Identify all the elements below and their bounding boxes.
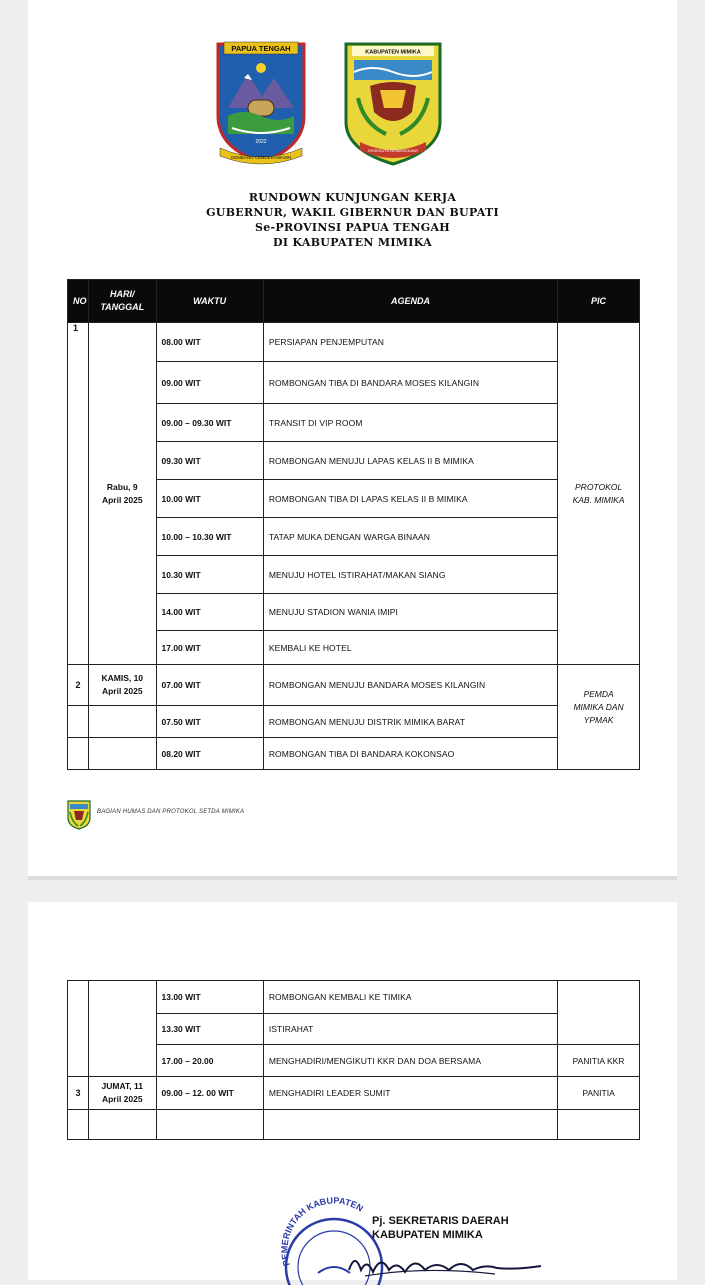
signatory-title: Pj. SEKRETARIS DAERAH <box>372 1215 509 1227</box>
pic-line: PROTOKOL <box>575 481 623 492</box>
header-agenda: AGENDA <box>263 280 557 323</box>
agenda-cell: ROMBONGAN TIBA DI BANDARA KOKONSAO <box>263 738 557 770</box>
agenda-cell: TATAP MUKA DENGAN WARGA BINAAN <box>263 518 557 556</box>
footer-text: BAGIAN HUMAS DAN PROTOKOL SETDA MIMIKA <box>97 809 245 815</box>
time-cell: 17.00 WIT <box>156 631 263 665</box>
time-cell: 10.00 WIT <box>156 480 263 518</box>
pic-line: KAB. MIMIKA <box>572 494 625 505</box>
time-cell: 09.30 WIT <box>156 442 263 480</box>
time-cell: 13.00 WIT <box>156 981 263 1014</box>
title-line-3: Se-PROVINSI PAPUA TENGAH <box>254 221 450 234</box>
signatory-office: KABUPATEN MIMIKA <box>372 1229 483 1241</box>
empty-cell <box>89 981 156 1077</box>
pic-cell: PANITIA KKR <box>558 1045 640 1077</box>
agenda-cell: ROMBONGAN MENUJU LAPAS KELAS II B MIMIKA <box>263 442 557 480</box>
time-cell: 09.00 WIT <box>156 362 263 404</box>
day-cell <box>89 323 156 665</box>
header-day: HARI/ TANGGAL <box>89 280 156 323</box>
empty-cell <box>68 738 89 770</box>
title-line-4: DI KABUPATEN MIMIKA <box>273 236 432 249</box>
logo-right-motto: EKSEKUTA NEMANGKAWI <box>368 148 418 153</box>
pic-cell <box>558 323 640 665</box>
empty-cell <box>89 706 156 738</box>
logo-left-year: 2022 <box>255 139 267 145</box>
agenda-cell: ROMBONGAN KEMBALI KE TIMIKA <box>263 981 557 1014</box>
agenda-cell: ROMBONGAN TIBA DI BANDARA MOSES KILANGIN <box>263 362 557 404</box>
date-label: April 2025 <box>101 1094 143 1104</box>
agenda-cell: MENGHADIRI LEADER SUMIT <box>263 1077 557 1110</box>
row-number: 1 <box>68 323 89 665</box>
empty-cell <box>89 1110 156 1140</box>
pic-line: PEMDA <box>583 688 614 699</box>
page-divider <box>28 876 677 880</box>
handwritten-signature <box>345 1248 545 1280</box>
stamp-text: PEMERINTAH KABUPATEN <box>279 1195 365 1268</box>
agenda-cell: PERSIAPAN PENJEMPUTAN <box>263 323 557 362</box>
table-row <box>68 1110 640 1140</box>
empty-cell <box>558 1110 640 1140</box>
rundown-table <box>67 279 640 770</box>
pic-cell: PANITIA <box>558 1077 640 1110</box>
page-footer <box>67 800 245 830</box>
empty-cell <box>68 706 89 738</box>
empty-cell <box>68 1110 89 1140</box>
time-cell: 09.00 – 09.30 WIT <box>156 404 263 442</box>
day-cell <box>89 1077 156 1110</box>
agenda-cell: MENUJU STADION WANIA IMIPI <box>263 594 557 631</box>
time-cell: 07.00 WIT <box>156 665 263 706</box>
time-cell: 13.30 WIT <box>156 1014 263 1045</box>
title-line-2: GUBERNUR, WAKIL GIBERNUR DAN BUPATI <box>206 206 499 219</box>
day-label: JUMAT, 11 <box>101 1081 143 1091</box>
pic-cell <box>558 981 640 1045</box>
agenda-cell: ROMBONGAN MENUJU BANDARA MOSES KILANGIN <box>263 665 557 706</box>
table-row <box>68 665 640 706</box>
time-cell: 08.20 WIT <box>156 738 263 770</box>
pic-cell <box>558 665 640 770</box>
signature-block <box>372 1214 509 1242</box>
mimika-emblem-icon <box>67 800 91 830</box>
table-row <box>68 706 640 738</box>
row-number: 2 <box>68 665 89 706</box>
table-row <box>68 738 640 770</box>
time-cell: 07.50 WIT <box>156 706 263 738</box>
logo-left-motto: GEMBANG CENDERAWASIH <box>230 155 292 160</box>
time-cell: 10.00 – 10.30 WIT <box>156 518 263 556</box>
agenda-cell: MENUJU HOTEL ISTIRAHAT/MAKAN SIANG <box>263 556 557 594</box>
time-cell: 10.30 WIT <box>156 556 263 594</box>
kabupaten-mimika-logo <box>346 44 440 164</box>
table-header-row <box>68 280 640 323</box>
agenda-cell: ISTIRAHAT <box>263 1014 557 1045</box>
empty-cell <box>89 738 156 770</box>
table-row <box>68 323 640 362</box>
logo-right-label: KABUPATEN MIMIKA <box>365 49 421 56</box>
rundown-table-continued <box>67 980 640 1140</box>
header-logos <box>214 38 444 170</box>
date-label: April 2025 <box>101 686 143 696</box>
row-number: 3 <box>68 1077 89 1110</box>
day-cell <box>89 665 156 706</box>
empty-cell <box>156 1110 263 1140</box>
logo-left-label: PAPUA TENGAH <box>231 44 291 53</box>
pic-line: YPMAK <box>583 714 614 725</box>
header-time: WAKTU <box>156 280 263 323</box>
day-label: KAMIS, 10 <box>101 673 144 683</box>
empty-cell <box>68 981 89 1077</box>
table-row <box>68 1077 640 1110</box>
papua-tengah-logo <box>218 42 304 164</box>
document-title <box>28 190 677 250</box>
agenda-cell: TRANSIT DI VIP ROOM <box>263 404 557 442</box>
time-cell: 08.00 WIT <box>156 323 263 362</box>
time-cell: 09.00 – 12. 00 WIT <box>156 1077 263 1110</box>
agenda-cell: MENGHADIRI/MENGIKUTI KKR DAN DOA BERSAMA <box>263 1045 557 1077</box>
time-cell: 14.00 WIT <box>156 594 263 631</box>
date-label: April 2025 <box>101 494 143 505</box>
agenda-cell: KEMBALI KE HOTEL <box>263 631 557 665</box>
agenda-cell: ROMBONGAN MENUJU DISTRIK MIMIKA BARAT <box>263 706 557 738</box>
header-no: NO <box>68 280 89 323</box>
table-row <box>68 981 640 1014</box>
empty-cell <box>263 1110 557 1140</box>
time-cell: 17.00 – 20.00 <box>156 1045 263 1077</box>
pic-line: MIMIKA DAN <box>573 701 624 712</box>
day-label: Rabu, 9 <box>106 481 138 492</box>
agenda-cell: ROMBONGAN TIBA DI LAPAS KELAS II B MIMIKA <box>263 480 557 518</box>
title-line-1: RUNDOWN KUNJUNGAN KERJA <box>248 191 457 204</box>
header-pic: PIC <box>558 280 640 323</box>
